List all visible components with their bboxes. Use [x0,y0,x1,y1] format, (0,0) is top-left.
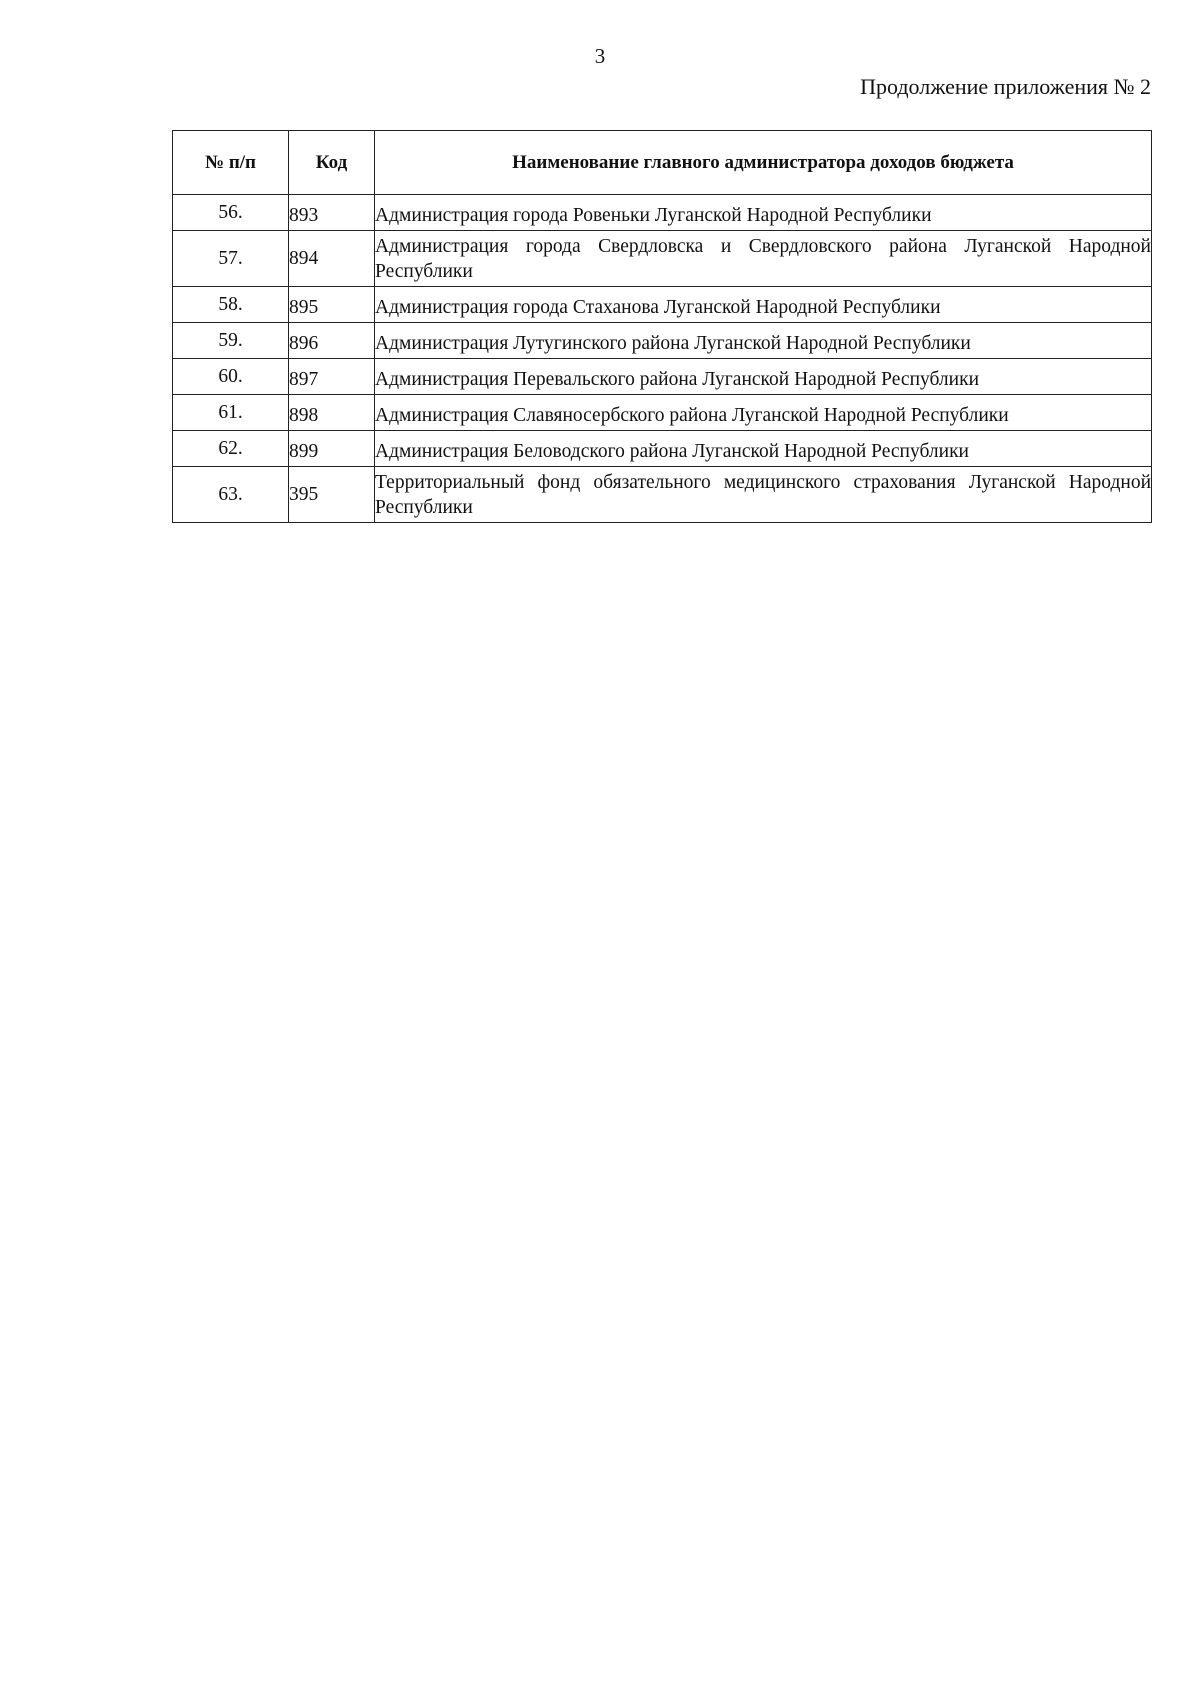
table-row [173,287,1152,323]
row-name: Администрация Славяносербского района Луганской Народной Республики [375,395,1152,431]
row-name: Администрация Беловодского района Луганской Народной Республики [375,431,1152,467]
table-row [173,195,1152,231]
table-row [173,323,1152,359]
row-code: 893 [289,195,375,231]
header-number: № п/п [173,131,289,195]
appendix-continuation-label: Продолжение приложения № 2 [860,74,1151,99]
row-code: 899 [289,431,375,467]
row-name: Территориальный фонд обязательного медицинского страхования Луганской Народной Республики [375,467,1152,523]
header-name: Наименование главного администратора доходов бюджета [375,131,1152,195]
row-number: 61. [173,395,289,431]
row-number: 63. [173,467,289,523]
page-number: 3 [594,44,606,68]
row-code: 897 [289,359,375,395]
row-name: Администрация города Ровеньки Луганской Народной Республики [375,195,1152,231]
table-row [173,431,1152,467]
revenue-administrators-table [172,130,1152,523]
row-name: Администрация Лутугинского района Луганской Народной Республики [375,323,1152,359]
row-code: 896 [289,323,375,359]
row-name: Администрация города Стаханова Луганской Народной Республики [375,287,1152,323]
row-code: 894 [289,231,375,287]
header-code: Код [289,131,375,195]
table-row [173,359,1152,395]
row-code: 395 [289,467,375,523]
row-code: 895 [289,287,375,323]
row-number: 58. [173,287,289,323]
table-row [173,395,1152,431]
table-header-row [173,131,1152,195]
row-name: Администрация Перевальского района Луганской Народной Республики [375,359,1152,395]
row-name: Администрация города Свердловска и Свердловского района Луганской Народной Республики [375,231,1152,287]
row-number: 60. [173,359,289,395]
row-number: 57. [173,231,289,287]
row-number: 56. [173,195,289,231]
row-number: 59. [173,323,289,359]
row-code: 898 [289,395,375,431]
row-number: 62. [173,431,289,467]
table-row [173,231,1152,287]
table-row [173,467,1152,523]
